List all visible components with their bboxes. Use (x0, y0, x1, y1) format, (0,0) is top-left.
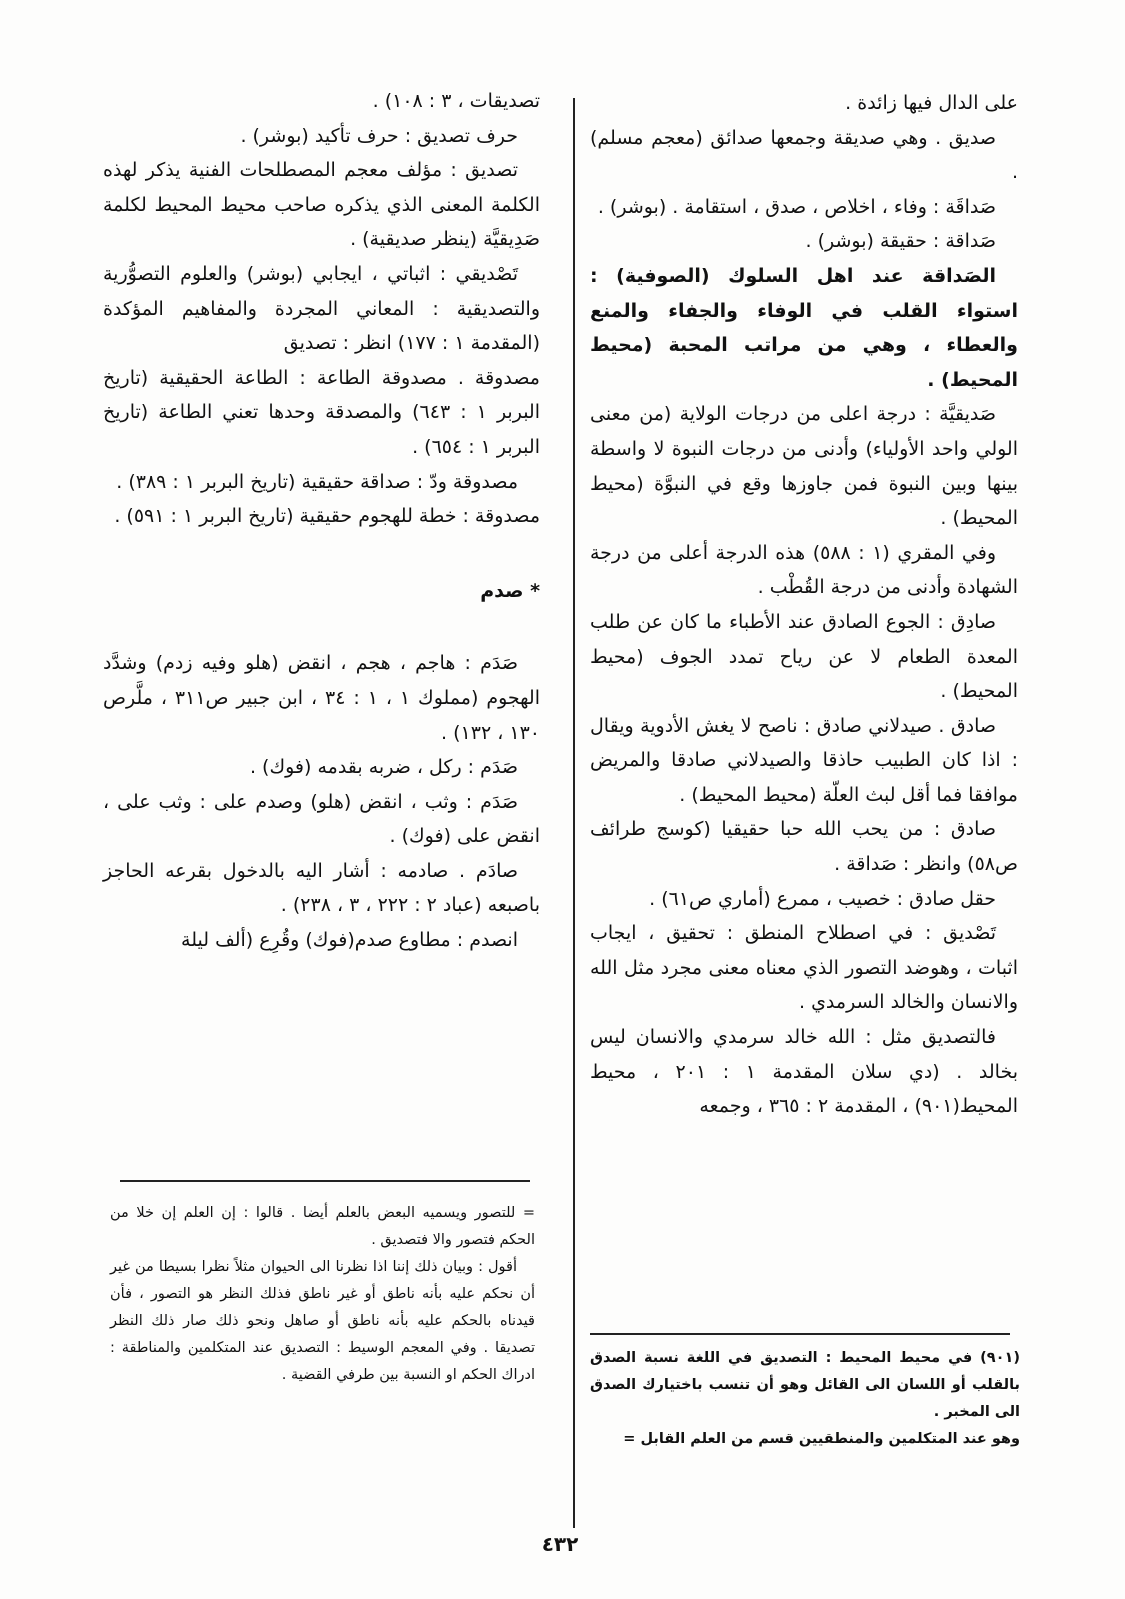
dictionary-entry: تصديق : مؤلف معجم المصطلحات الفنية يذكر لهذه الكلمة المعنى الذي يذكره صاحب محيط المحيط لكلمة صَدِيقيَّة (ينظر صديقية) . (103, 159, 540, 251)
dictionary-entry: صادِق : الجوع الصادق عند الأطباء ما كان عن طلب المعدة الطعام لا عن رياح تمدد الجوف (محيط المحيط) . (590, 610, 1018, 703)
dictionary-entry: تَصْديق : في اصطلاح المنطق : تحقيق ، ايجاب اثبات ، وهوضد التصور الذي معناه معنى مجرد مثل الله والانسان والخالد السرمدي . (590, 922, 1018, 1014)
footnote-left (110, 1200, 535, 1389)
section-heading: * صدم (480, 579, 540, 602)
dictionary-entry: تَصْديقي : اثباتي ، ايجابي (بوشر) والعلوم التصوُّرية والتصديقية : المعاني المجردة والمفاهيم المؤكدة (المقدمة ١ : ١٧٧) انظر : تصديق (103, 262, 540, 355)
dictionary-entry: انصدم : مطاوع صدم(فوك) وقُرِع (ألف ليلة (181, 929, 518, 952)
footnote-paragraph: (٩٠١) في محيط المحيط : التصديق في اللغة نسبة الصدق بالقلب أو اللسان الى القائل وهو أن تنسب باختيارك الصدق الى المخبر . (590, 1350, 1020, 1420)
left-column-entries (103, 84, 540, 534)
dictionary-entry: الصَداقة عند اهل السلوك (الصوفية) : استواء القلب في الوفاء والجفاء والمنع والعطاء ، وهي من مراتب المحبة (محيط المحيط) . (590, 264, 1018, 391)
dictionary-entry: صَداقة : حقيقة (بوشر) . (805, 230, 996, 253)
dictionary-entry: صادق : من يحب الله حبا حقيقيا (كوسج طرائف ص٥٨) وانظر : صَداقة . (590, 818, 1018, 876)
footnote-right (590, 1345, 1020, 1453)
page-number: ٤٣٢ (541, 1532, 579, 1556)
footnote-paragraph: = للتصور ويسميه البعض بالعلم أيضا . قالوا : إن العلم إن خلا من الحكم فتصور والا فتصديق . (110, 1205, 535, 1248)
dictionary-entry: على الدال فيها زائدة . (845, 92, 1018, 114)
dictionary-entry: وفي المقري (١ : ٥٨٨) هذه الدرجة أعلى من درجة الشهادة وأدنى من درجة القُطْب . (590, 541, 1018, 599)
dictionary-entry: صَداقَة : وفاء ، اخلاص ، صدق ، استقامة . (بوشر) . (597, 195, 996, 218)
footnote-paragraph: وهو عند المتكلمين والمنطقيين قسم من العلم القابل = (623, 1431, 1020, 1447)
footnote-paragraph: أقول : وبيان ذلك إننا اذا نظرنا الى الحيوان مثلاً نظرا بسيطا من غير أن نحكم عليه بأنه ناطق أو غير ناطق فذلك النظر هو التصور ، فأن قيدناه بالحكم عليه بأنه ناطق أو صاهل ونحو ذلك صار ذلك النظر تصديقا . وفي المعجم الوسيط : التصديق عند المتكلمين والمناطقة : ادراك الحكم او النسبة بين طرفي القضية . (110, 1259, 535, 1383)
left-column (103, 84, 540, 958)
dictionary-entry: مصدوقة ودّ : صداقة حقيقية (تاريخ البربر ١ : ٣٨٩) . (116, 470, 518, 493)
dictionary-entry: صَدَم : وثب ، انقض (هلو) وصدم على : وثب على ، انقض على (فوك) . (103, 790, 540, 848)
footnote-rule-right (590, 1333, 1010, 1335)
left-column-entries-after (103, 646, 540, 957)
dictionary-entry: صَدَم : هاجم ، هجم ، انقض (هلو وفيه زدم) وشدَّد الهجوم (مملوك ١ ، ١ : ٣٤ ، ابن جبير ص٣١١ ، ملَّرص ١٣٠ ، ١٣٢) . (103, 652, 540, 744)
dictionary-entry: صادَم . صادمه : أشار اليه بالدخول بقرعه الحاجز باصبعه (عباد ٢ : ٢٢٢ ، ٣ ، ٢٣٨) . (103, 859, 540, 917)
footnote-rule-left (120, 1180, 530, 1182)
dictionary-entry: فالتصديق مثل : الله خالد سرمدي والانسان ليس بخالد . (دي سلان المقدمة ١ : ٢٠١ ، محيط المحيط(٩٠١) ، المقدمة ٢ : ٣٦٥ ، وجمعه (590, 1026, 1019, 1118)
dictionary-entry: مصدوقة . مصدوقة الطاعة : الطاعة الحقيقية (تاريخ البربر ١ : ٦٤٣) والمصدقة وحدها تعني الطاعة (تاريخ البربر ١ : ٦٥٤) . (103, 366, 540, 458)
dictionary-entry: صادق . صيدلاني صادق : ناصح لا يغش الأدوية ويقال : اذا كان الطبيب حاذقا والصيدلاني صادقا والمريض موافقا فما أقل لبث العلّة (محيط المحيط) . (590, 714, 1018, 806)
column-divider (573, 98, 575, 1528)
dictionary-entry: صَدَم : ركل ، ضربه بقدمه (فوك) . (249, 756, 518, 779)
dictionary-entry: مصدوقة : خطة للهجوم حقيقية (تاريخ البربر ١ : ٥٩١) . (114, 505, 540, 528)
dictionary-entry: صديق . وهي صديقة وجمعها صدائق (معجم مسلم) . (590, 126, 1018, 184)
dictionary-entry: تصديقات ، ٣ : ١٠٨) . (372, 90, 540, 112)
dictionary-entry: حرف تصديق : حرف تأكيد (بوشر) . (240, 124, 518, 147)
dictionary-entry: حقل صادق : خصيب ، ممرع (أماري ص٦١) . (649, 887, 996, 910)
dictionary-entry: صَديقيَّة : درجة اعلى من درجات الولاية (من معنى الولي واحد الأولياء) وأدنى من درجات النبوة لا واسطة بينها وبين النبوة فمن جاوزها وقع في النبوَّة (محيط المحيط) . (590, 403, 1018, 530)
right-column (590, 86, 1018, 1124)
